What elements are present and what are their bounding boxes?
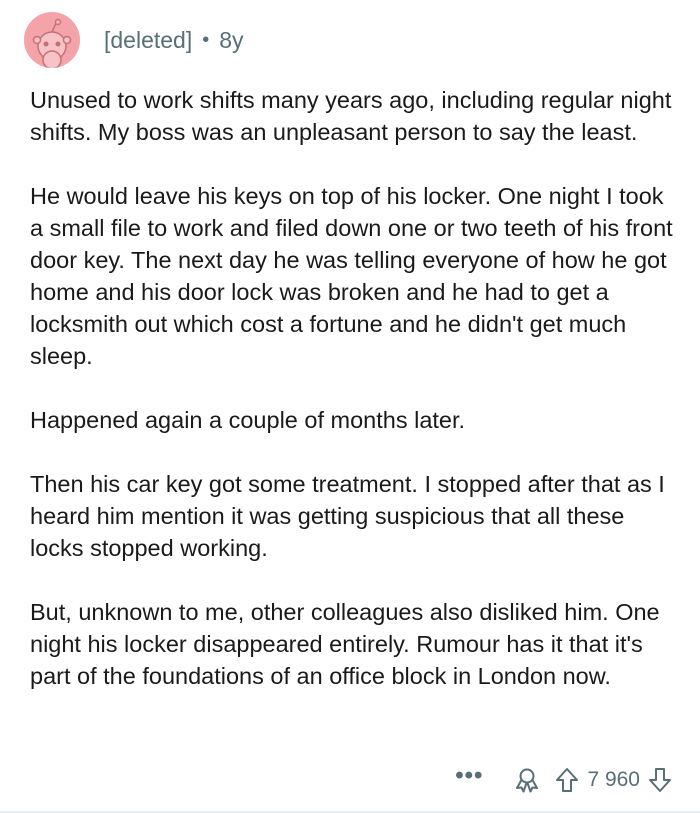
meta-separator: •: [202, 28, 210, 51]
snoo-avatar-icon: [24, 12, 80, 68]
award-icon: [513, 766, 541, 794]
avatar[interactable]: [24, 12, 80, 68]
author-name[interactable]: [deleted]: [104, 26, 193, 53]
downvote-arrow-icon[interactable]: [648, 767, 672, 793]
comment-paragraph: He would leave his keys on top of his locker. One night I took a small file to work and filed down one or two teeth of his front door key. The next day he was telling everyone of how he got home and his door lock was broken and he had to get a locksmith out which cost a fortune and he didn't get much sleep.: [30, 183, 673, 369]
vote-score: 7 960: [587, 768, 640, 791]
vote-controls: [555, 767, 672, 793]
comment-meta: [104, 27, 244, 54]
comment-paragraph: But, unknown to me, other colleagues also disliked him. One night his locker disappeared entirely. Rumour has it that it's part of the foundations of an office block in London now.: [30, 599, 660, 689]
comment-paragraph: Happened again a couple of months later.: [30, 407, 466, 433]
more-options-button[interactable]: •••: [455, 762, 484, 789]
upvote-arrow-icon[interactable]: [555, 767, 579, 793]
comment-body: [30, 84, 680, 724]
award-button[interactable]: [513, 766, 541, 794]
comment-age: 8y: [219, 26, 244, 53]
comment-actions: [455, 762, 672, 798]
comment-paragraph: Unused to work shifts many years ago, including regular night shifts. My boss was an unpleasant person to say the least.: [30, 87, 672, 145]
comment-paragraph: Then his car key got some treatment. I stopped after that as I heard him mention it was getting suspicious that all these locks stopped working.: [30, 471, 665, 561]
comment-header: [24, 12, 244, 68]
